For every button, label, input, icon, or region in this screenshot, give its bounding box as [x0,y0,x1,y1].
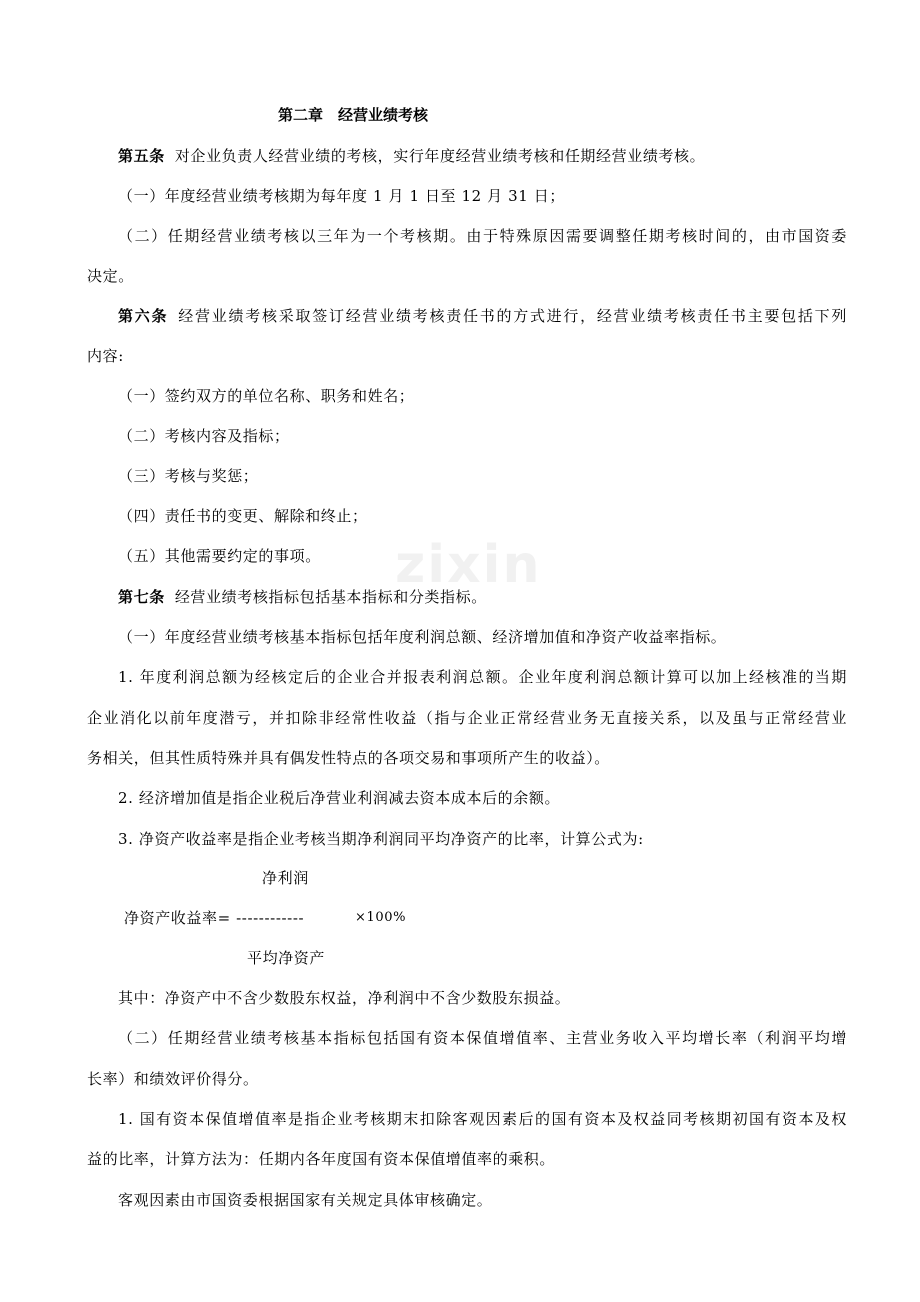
paragraph: 2. 经济增加值是指企业税后净营业利润减去资本成本后的余额。 [118,789,561,807]
paragraph: 益的比率，计算方法为：任期内各年度国有资本保值增值率的乘积。 [87,1150,556,1168]
article-text: 经营业绩考核采取签订经营业绩考核责任书的方式进行，经营业绩考核责任书主要包括下列 [178,307,847,325]
article-label: 第六条 [118,307,169,325]
paragraph: 客观因素由市国资委根据国家有关规定具体审核确定。 [118,1191,493,1209]
formula-numerator: 净利润 [262,869,309,887]
article-text: 经营业绩考核指标包括基本指标和分类指标。 [174,588,487,606]
formula-denominator: 平均净资产 [247,949,326,967]
article-text: 对企业负责人经营业绩的考核，实行年度经营业绩考核和任期经营业绩考核。 [174,147,706,165]
article-label: 第五条 [118,147,165,165]
watermark: zixin [395,535,542,595]
list-item: （一）签约双方的单位名称、职务和姓名； [118,387,415,405]
paragraph: 其中：净资产中不含少数股东权益，净利润中不含少数股东损益。 [118,989,571,1007]
list-item: （五）其他需要约定的事项。 [118,547,321,565]
paragraph: 1. 国有资本保值增值率是指企业考核期末扣除客观因素后的国有资本及权益同考核期初国有资本及权 [118,1110,847,1128]
chapter-title: 第二章 经营业绩考核 [278,106,429,124]
paragraph: （二）任期经营业绩考核基本指标包括国有资本保值增值率、主营业务收入平均增长率（利润平均增 [118,1029,847,1047]
paragraph: 3. 净资产收益率是指企业考核当期净利润同平均净资产的比率，计算公式为: [118,830,644,848]
paragraph: 内容: [87,347,124,365]
paragraph: （二）任期经营业绩考核以三年为一个考核期。由于特殊原因需要调整任期考核时间的，由市国资委 [118,227,847,245]
paragraph: （一）年度经营业绩考核基本指标包括年度利润总额、经济增加值和净资产收益率指标。 [118,628,727,646]
article-6 [118,306,847,326]
paragraph: （一）年度经营业绩考核期为每年度 1 月 1 日至 12 月 31 日； [118,187,566,205]
paragraph: 企业消化以前年度潜亏，并扣除非经常性收益（指与企业正常经营业务无直接关系，以及虽与正常经营业 [87,709,847,727]
list-item: （二）考核内容及指标； [118,427,290,445]
formula-multiplier: ×100% [355,910,407,925]
formula-lhs: 净资产收益率= ------------ [124,909,305,927]
article-7 [118,587,847,607]
paragraph: 务相关，但其性质特殊并具有偶发性特点的各项交易和事项所产生的收益）。 [87,749,610,767]
list-item: （四）责任书的变更、解除和终止； [118,507,368,525]
list-item: （三）考核与奖惩； [118,467,259,485]
paragraph: 决定。 [87,267,134,285]
article-label: 第七条 [118,588,165,606]
paragraph: 1. 年度利润总额为经核定后的企业合并报表利润总额。企业年度利润总额计算可以加上经核准的当期 [118,668,847,686]
article-5 [118,146,847,166]
paragraph: 长率）和绩效评价得分。 [87,1070,259,1088]
